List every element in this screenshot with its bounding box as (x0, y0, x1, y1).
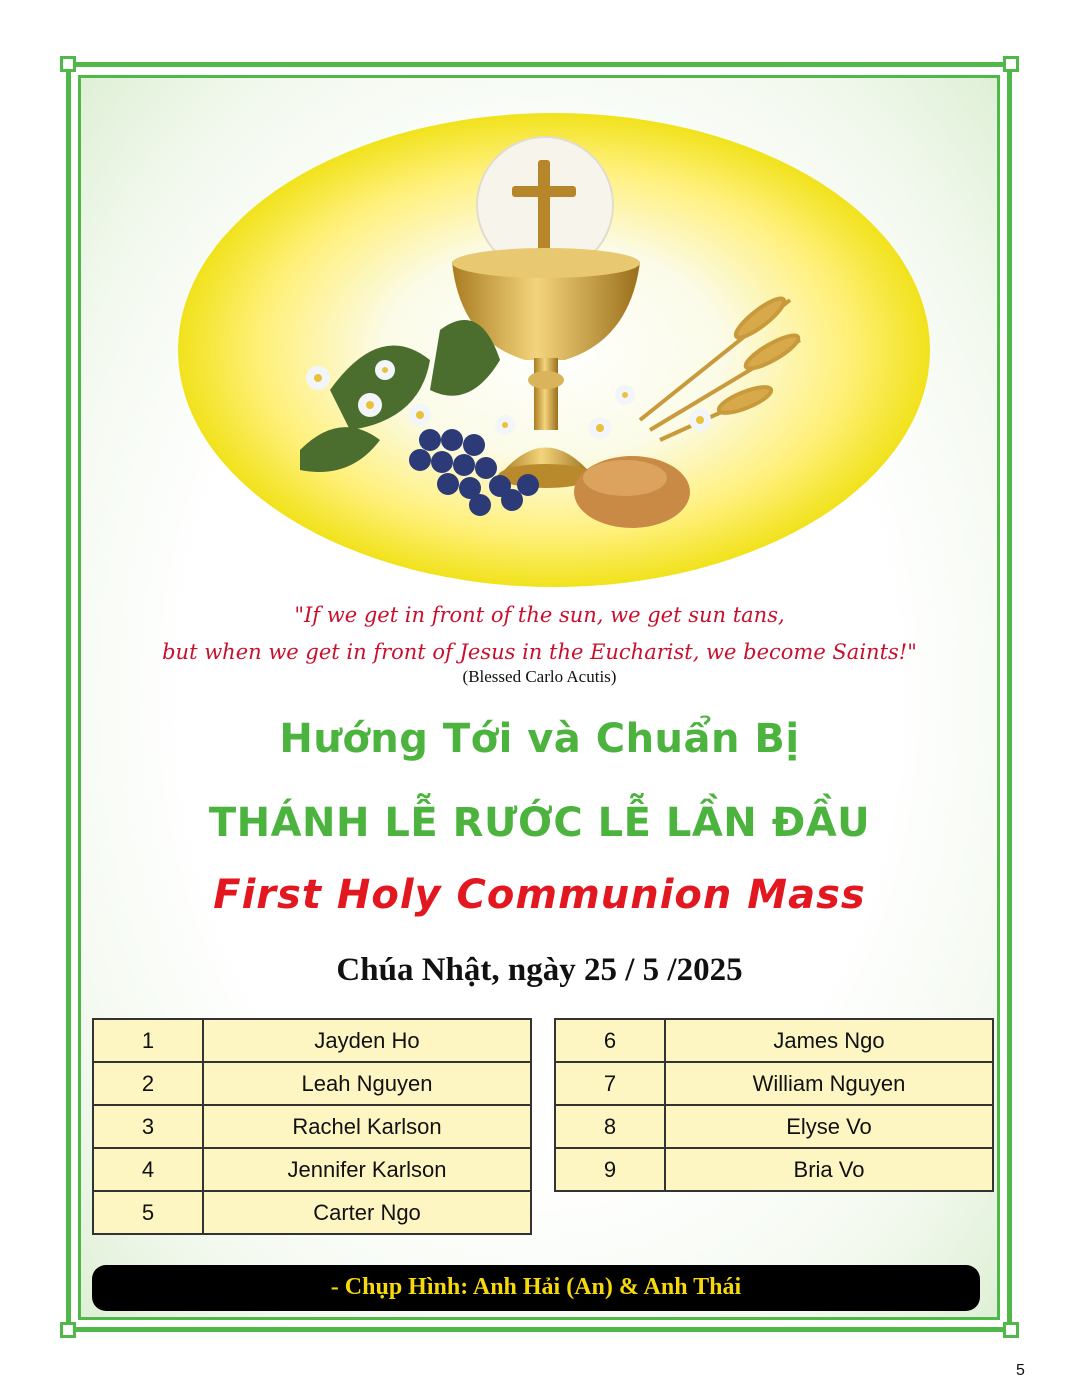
heading-line-1: Hướng Tới và Chuẩn Bị (279, 716, 800, 762)
table-row (93, 1191, 531, 1234)
table-row (93, 1105, 531, 1148)
communicant-list-right (554, 1018, 994, 1192)
table-row (555, 1148, 993, 1191)
table-row (93, 1148, 531, 1191)
communicant-name: Carter Ngo (203, 1191, 531, 1234)
row-number: 5 (93, 1191, 203, 1234)
communicant-list-left (92, 1018, 532, 1235)
row-number: 8 (555, 1105, 665, 1148)
quote-line-1: "If we get in front of the sun, we get sun tans, (294, 603, 785, 627)
table-row (555, 1105, 993, 1148)
table-row (93, 1019, 531, 1062)
quote-line-2: but when we get in front of Jesus in the Eucharist, we become Saints!" (162, 640, 917, 664)
table-row (93, 1062, 531, 1105)
row-number: 1 (93, 1019, 203, 1062)
heading-line-2: THÁNH LỄ RƯỚC LỄ LẦN ĐẦU (208, 800, 871, 846)
row-number: 4 (93, 1148, 203, 1191)
table-row (555, 1019, 993, 1062)
communicant-name: Jennifer Karlson (203, 1148, 531, 1191)
communicant-name: Rachel Karlson (203, 1105, 531, 1148)
row-number: 3 (93, 1105, 203, 1148)
communicant-name: Leah Nguyen (203, 1062, 531, 1105)
table-row (555, 1062, 993, 1105)
page-number: 5 (1016, 1362, 1025, 1379)
row-number: 9 (555, 1148, 665, 1191)
heading-line-3: First Holy Communion Mass (213, 872, 866, 918)
border-corner (60, 1322, 76, 1338)
row-number: 2 (93, 1062, 203, 1105)
row-number: 7 (555, 1062, 665, 1105)
eucharist-illustration (0, 0, 1079, 600)
communicant-name: William Nguyen (665, 1062, 993, 1105)
border-corner (1003, 1322, 1019, 1338)
photo-credit: - Chụp Hình: Anh Hải (An) & Anh Thái (330, 1274, 742, 1300)
communicant-name: Bria Vo (665, 1148, 993, 1191)
quote-attribution: (Blessed Carlo Acutis) (462, 667, 617, 686)
communicant-name: Jayden Ho (203, 1019, 531, 1062)
bread-icon (574, 456, 690, 528)
communicant-name: James Ngo (665, 1019, 993, 1062)
photo-credit-bar (92, 1265, 980, 1311)
row-number: 6 (555, 1019, 665, 1062)
mass-date: Chúa Nhật, ngày 25 / 5 /2025 (336, 952, 743, 988)
communicant-name: Elyse Vo (665, 1105, 993, 1148)
